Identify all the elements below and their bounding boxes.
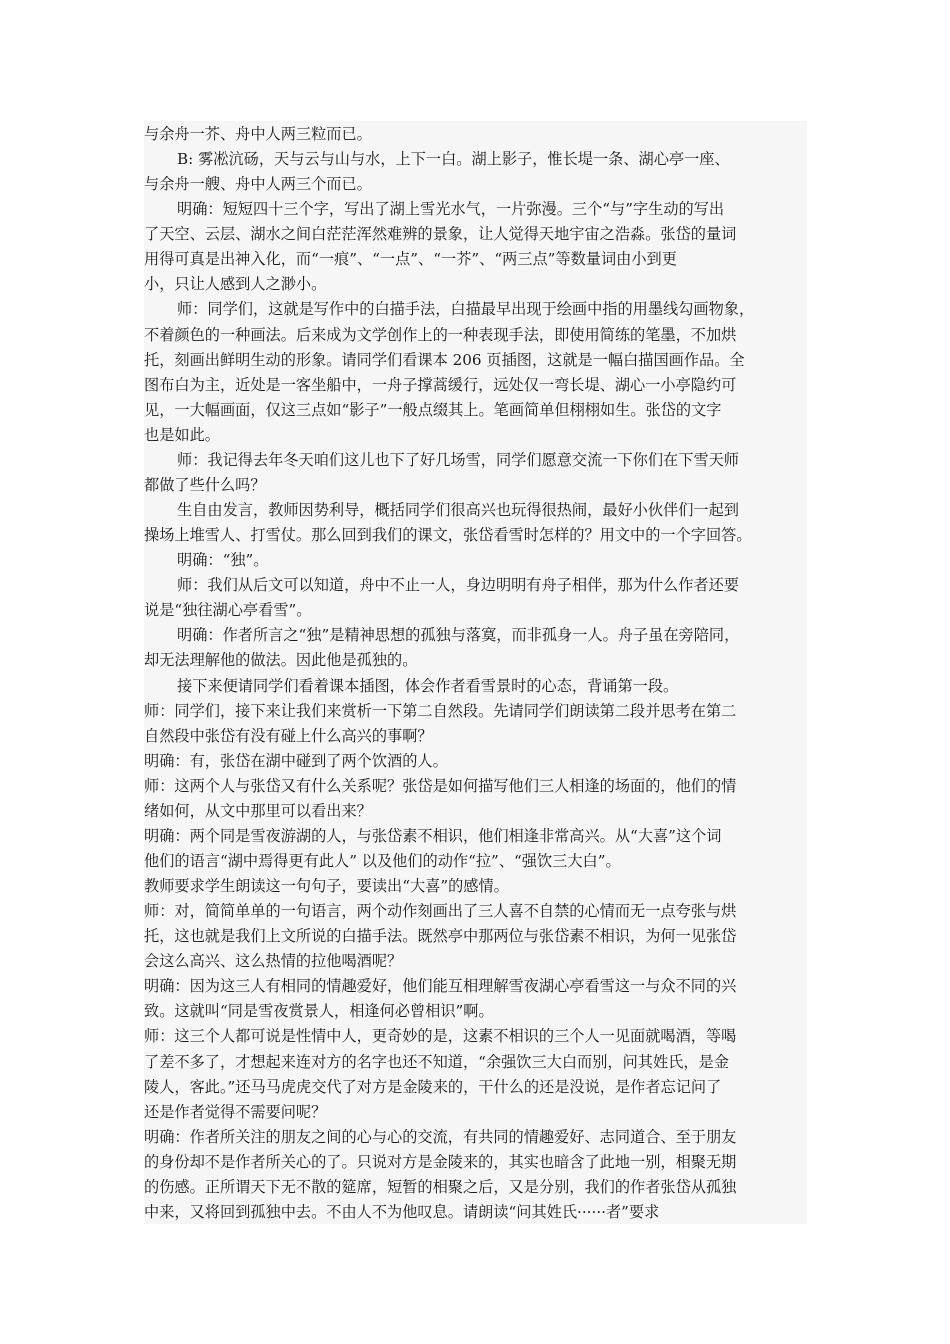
text-line: 了差不多了，才想起来连对方的名字也还不知道，“余强饮三大白而别，问其姓氏，是金 — [144, 1052, 729, 1071]
text-line: 明确：两个同是雪夜游湖的人，与张岱素不相识，他们相逢非常高兴。从“大喜”这个词 — [144, 826, 722, 845]
text-line: 明确：作者所言之“独”是精神思想的孤独与落寞，而非孤身一人。舟子虽在旁陪同， — [177, 626, 740, 645]
text-line: 师：对，简简单单的一句语言，两个动作刻画出了三人喜不自禁的心情而无一点夸张与烘 — [144, 902, 737, 921]
text-line: 与余舟一艘、舟中人两三个而已。 — [144, 175, 372, 194]
text-line: 师：这三个人都可说是性情中人，更奇妙的是，这素不相识的三个人一见面就喝酒，等喝 — [144, 1027, 737, 1046]
text-line: 说是“独往湖心亭看雪”。 — [144, 601, 312, 620]
text-line: 明确：作者所关注的朋友之间的心与心的交流，有共同的情趣爱好、志同道合、至于朋友 — [144, 1127, 737, 1146]
text-line: 见，一大幅画面，仅这三点如“影子”一般点缀其上。笔画简单但栩栩如生。张岱的文字 — [144, 400, 722, 419]
text-line: 也是如此。 — [144, 425, 220, 444]
text-line: 会这么高兴、这么热情的拉他喝酒呢？ — [144, 952, 403, 971]
text-line: 接下来便请同学们看着课本插图，体会作者看雪景时的心态，背诵第一段。 — [177, 676, 679, 695]
text-line: 致。这就叫“同是雪夜赏景人，相逢何必曾相识”啊。 — [144, 1002, 494, 1021]
text-line: 明确：“独”。 — [177, 551, 269, 570]
document-text-block — [144, 121, 807, 1224]
text-line: 托，刻画出鲜明生动的形象。请同学们看课本 206 页插图，这就是一幅白描国画作品。全 — [144, 350, 745, 369]
text-line: 师：这两个人与张岱又有什么关系呢？张岱是如何描写他们三人相逢的场面的，他们的情 — [144, 776, 737, 795]
text-line: B: 雾凇沆砀，天与云与山与水，上下一白。湖上影子，惟长堤一条、湖心亭一座、 — [177, 150, 730, 169]
text-line: 教师要求学生朗读这一句句子，要读出“大喜”的感情。 — [144, 877, 509, 896]
text-line: 绪如何，从文中那里可以看出来？ — [144, 801, 372, 820]
text-line: 用得可真是出神入化，而“一痕”、“一点”、“一芥”、“两三点”等数量词由小到更 — [144, 250, 677, 269]
text-line: 师：同学们，这就是写作中的白描手法，白描最早出现于绘画中指的用墨线勾画物象， — [177, 300, 755, 319]
text-line: 师：我们从后文可以知道，舟中不止一人，身边明明有舟子相伴，那为什么作者还要 — [177, 576, 739, 595]
text-line: 师：同学们，接下来让我们来赏析一下第二自然段。先请同学们朗读第二段并思考在第二 — [144, 701, 737, 720]
text-line: 操场上堆雪人、打雪仗。那么回到我们的课文，张岱看雪时怎样的？用文中的一个字回答。 — [144, 526, 752, 545]
text-line: 他们的语言“湖中焉得更有此人” 以及他们的动作“拉”、“强饮三大白”。 — [144, 851, 621, 870]
text-line: 还是作者觉得不需要问呢？ — [144, 1102, 327, 1121]
text-line: 明确：有，张岱在湖中碰到了两个饮酒的人。 — [144, 751, 448, 770]
text-line: 了天空、云层、湖水之间白茫茫浑然难辨的景象，让人觉得天地宇宙之浩淼。张岱的量词 — [144, 225, 737, 244]
text-line: 陵人，客此。”还马马虎虎交代了对方是金陵来的，干什么的还是没说，是作者忘记问了 — [144, 1077, 722, 1096]
text-line: 与余舟一芥、舟中人两三粒而已。 — [144, 125, 372, 143]
text-line: 明确：短短四十三个字，写出了湖上雪光水气，一片弥漫。三个“与”字生动的写出 — [177, 200, 725, 219]
text-line: 明确：因为这三人有相同的情趣爱好，他们能互相理解雪夜湖心亭看雪这一与众不同的兴 — [144, 977, 737, 996]
text-line: 托，这也就是我们上文所说的白描手法。既然亭中那两位与张岱素不相识，为何一见张岱 — [144, 927, 737, 946]
text-line: 图布白为主，近处是一客坐船中，一舟子撑蒿缓行，远处仅一弯长堤、湖心一小亭隐约可 — [144, 375, 737, 394]
text-line: 自然段中张岱有没有碰上什么高兴的事啊？ — [144, 726, 433, 745]
text-line: 中来，又将回到孤独中去。不由人不为他叹息。请朗读“问其姓氏······者”要求 — [144, 1202, 660, 1221]
text-line: 师：我记得去年冬天咱们这儿也下了好几场雪，同学们愿意交流一下你们在下雪天师 — [177, 450, 739, 469]
text-line: 生自由发言，教师因势利导，概括同学们很高兴也玩得很热闹，最好小伙伴们一起到 — [177, 501, 739, 520]
text-line: 的伤感。正所谓天下无不散的筵席，短暂的相聚之后，又是分别，我们的作者张岱从孤独 — [144, 1177, 737, 1196]
text-line: 不着颜色的一种画法。后来成为文学创作上的一种表现手法，即使用简练的笔墨，不加烘 — [144, 325, 737, 344]
text-line: 小，只让人感到人之渺小。 — [144, 275, 327, 294]
text-line: 却无法理解他的做法。因此他是孤独的。 — [144, 651, 418, 670]
text-line: 的身份却不是作者所关心的了。只说对方是金陵来的，其实也暗含了此地一别，相聚无期 — [144, 1152, 737, 1171]
text-line: 都做了些什么吗？ — [144, 475, 266, 494]
